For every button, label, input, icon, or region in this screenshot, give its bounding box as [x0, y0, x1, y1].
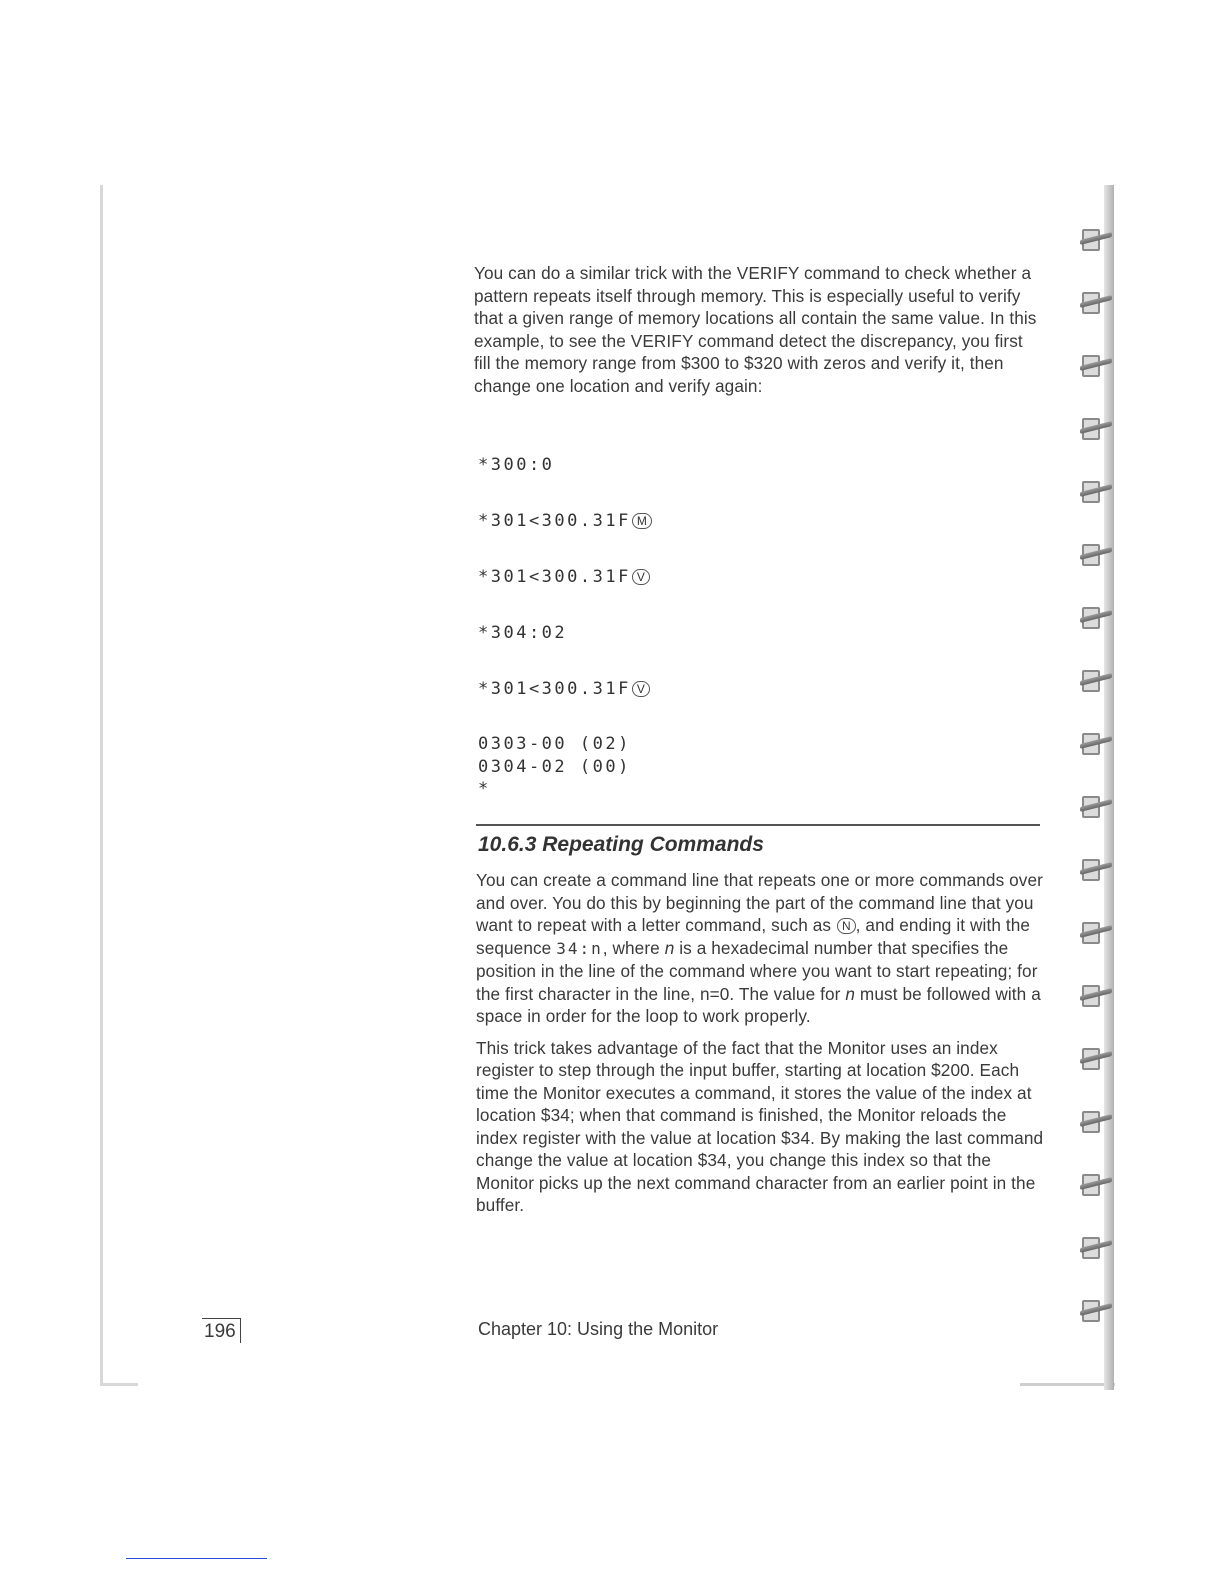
- p1-text-e: must be followed with a space in order for the loop to work properly.: [476, 983, 1041, 1026]
- spiral-binding: [1078, 185, 1118, 1390]
- key-v-icon: V: [632, 681, 650, 697]
- blue-underline: [126, 1558, 267, 1559]
- binding-ring: [1078, 792, 1114, 818]
- page-edge-left: [100, 185, 103, 1385]
- binding-ring: [1078, 540, 1114, 566]
- code-line-1: *300:0: [478, 455, 555, 475]
- binding-ring: [1078, 918, 1114, 944]
- code-line-5: [478, 679, 650, 699]
- binding-ring: [1078, 288, 1114, 314]
- p1-text-b: , and ending it with the sequence: [476, 915, 1031, 958]
- p1-var-n-2: n: [845, 983, 856, 1004]
- page-edge-bottom: [100, 1383, 138, 1386]
- code-line-3: [478, 567, 650, 587]
- binding-ring: [1078, 981, 1114, 1007]
- binding-ring: [1078, 1296, 1114, 1322]
- code-output-1: 0303-00 (02): [478, 734, 631, 754]
- section-heading: 10.6.3 Repeating Commands: [478, 833, 764, 856]
- chapter-footer: Chapter 10: Using the Monitor: [478, 1319, 719, 1339]
- binding-ring: [1078, 351, 1114, 377]
- main-content: [474, 262, 1042, 406]
- code-output-2: 0304-02 (00): [478, 757, 631, 777]
- code-output-3: *: [478, 779, 491, 799]
- p1-inline-code: 34:n: [556, 938, 603, 958]
- binding-ring: [1078, 1107, 1114, 1133]
- page-number: 196: [202, 1318, 241, 1343]
- p1-text-d: is a hexadecimal number that specifies the position in the line of the command where you want to start repeating; for the first character in the line, n=0. The value for: [476, 937, 1038, 1004]
- code-line-2: [478, 511, 652, 531]
- binding-ring: [1078, 855, 1114, 881]
- binding-ring: [1078, 1044, 1114, 1070]
- binding-ring: [1078, 666, 1114, 692]
- code-line-2-text: *301<300.31F: [478, 511, 631, 531]
- binding-ring: [1078, 414, 1114, 440]
- binding-ring: [1078, 729, 1114, 755]
- intro-paragraph: You can do a similar trick with the VERIFY command to check whether a pattern repeats itself through memory. This is especially useful to verify that a given range of memory locations all contain the same value. In this example, to see the VERIFY command detect the discrepancy, you first fill the memory range from $300 to $320 with zeros and verify it, then change one location and verify again:: [474, 263, 1037, 396]
- key-v-icon: V: [632, 569, 650, 585]
- binding-ring: [1078, 603, 1114, 629]
- binding-ring: [1078, 225, 1114, 251]
- p1-text-a: You can create a command line that repeats one or more commands over and over. You do this by beginning the part of the command line that you want to repeat with a letter command, such as: [476, 870, 1043, 935]
- section-paragraph-2: This trick takes advantage of the fact that the Monitor uses an index register to step through the input buffer, starting at location $200. Each time the Monitor executes a command, it stores the value of the index at location $34; when that command is finished, the Monitor reloads the index register with the value at location $34. By making the last command change the value at location $34, you change this index so that the Monitor picks up the next command character from an earlier point in the buffer.: [476, 1037, 1044, 1215]
- binding-ring: [1078, 1170, 1114, 1196]
- section-divider: [476, 824, 1040, 826]
- code-line-3-text: *301<300.31F: [478, 567, 631, 587]
- key-m-icon: M: [632, 513, 652, 529]
- key-n-icon: N: [837, 918, 856, 934]
- binding-ring: [1078, 1233, 1114, 1259]
- p1-var-n: n: [664, 937, 675, 958]
- code-line-4: *304:02: [478, 623, 568, 643]
- section-body: [476, 869, 1044, 1226]
- binding-ring: [1078, 477, 1114, 503]
- p1-text-c: , where: [602, 937, 665, 958]
- code-line-5-text: *301<300.31F: [478, 679, 631, 699]
- section-paragraph-1: [476, 869, 1044, 1028]
